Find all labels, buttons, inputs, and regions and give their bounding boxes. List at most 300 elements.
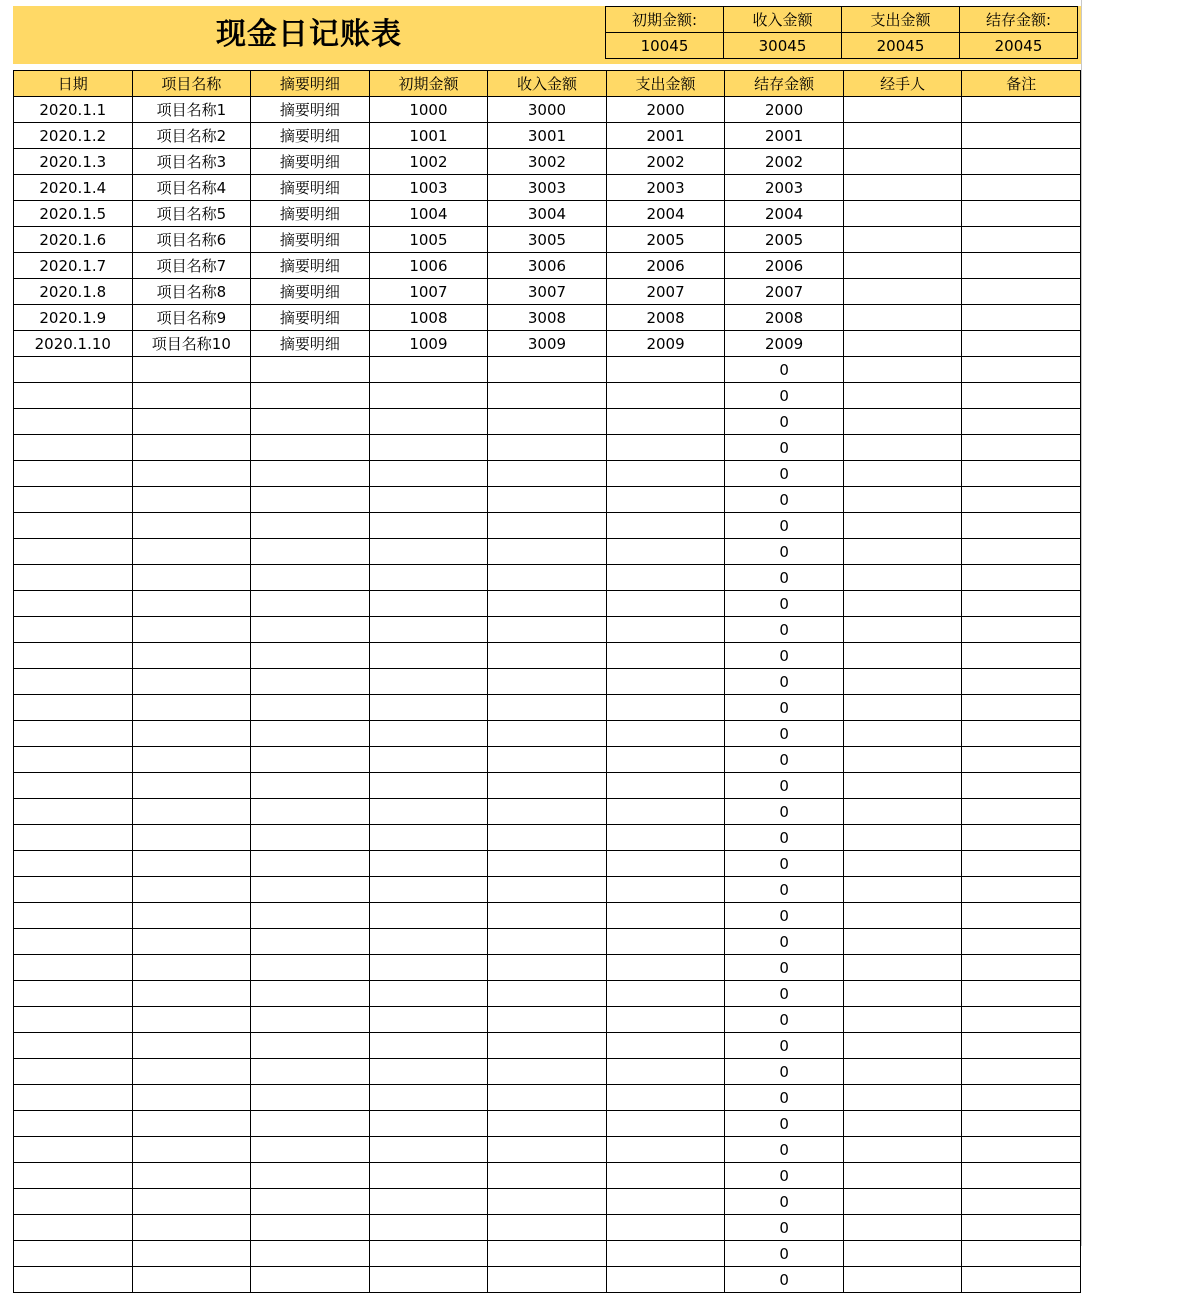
- cell-balance[interactable]: 0: [725, 1189, 844, 1215]
- cell-balance[interactable]: 0: [725, 929, 844, 955]
- cell-handler[interactable]: [843, 1267, 962, 1293]
- cell-opening[interactable]: 1003: [369, 175, 488, 201]
- cell-expense[interactable]: [606, 487, 725, 513]
- cell-income[interactable]: [488, 383, 607, 409]
- cell-income[interactable]: [488, 669, 607, 695]
- cell-summary[interactable]: [251, 539, 370, 565]
- cell-handler[interactable]: [843, 435, 962, 461]
- cell-item-name[interactable]: [132, 357, 251, 383]
- col-header-expense[interactable]: 支出金额: [606, 71, 725, 97]
- cell-opening[interactable]: [369, 513, 488, 539]
- cell-summary[interactable]: 摘要明细: [251, 331, 370, 357]
- cell-balance[interactable]: 0: [725, 1111, 844, 1137]
- cell-balance[interactable]: 0: [725, 773, 844, 799]
- cell-income[interactable]: [488, 513, 607, 539]
- cell-income[interactable]: [488, 1111, 607, 1137]
- cell-opening[interactable]: [369, 383, 488, 409]
- cell-income[interactable]: [488, 565, 607, 591]
- cell-handler[interactable]: [843, 513, 962, 539]
- cell-remarks[interactable]: [962, 1111, 1081, 1137]
- cell-date[interactable]: [14, 929, 133, 955]
- cell-date[interactable]: 2020.1.1: [14, 97, 133, 123]
- cell-income[interactable]: [488, 435, 607, 461]
- cell-remarks[interactable]: [962, 799, 1081, 825]
- cell-summary[interactable]: [251, 617, 370, 643]
- cell-item-name[interactable]: 项目名称1: [132, 97, 251, 123]
- cell-summary[interactable]: [251, 903, 370, 929]
- cell-handler[interactable]: [843, 565, 962, 591]
- cell-item-name[interactable]: [132, 565, 251, 591]
- cell-item-name[interactable]: [132, 487, 251, 513]
- cell-summary[interactable]: [251, 435, 370, 461]
- cell-item-name[interactable]: [132, 773, 251, 799]
- cell-remarks[interactable]: [962, 123, 1081, 149]
- cell-handler[interactable]: [843, 383, 962, 409]
- cell-balance[interactable]: 2002: [725, 149, 844, 175]
- cell-income[interactable]: [488, 799, 607, 825]
- cell-handler[interactable]: [843, 903, 962, 929]
- cell-date[interactable]: [14, 487, 133, 513]
- cell-summary[interactable]: [251, 955, 370, 981]
- cell-item-name[interactable]: [132, 877, 251, 903]
- cell-item-name[interactable]: [132, 1267, 251, 1293]
- cell-handler[interactable]: [843, 279, 962, 305]
- cell-expense[interactable]: 2006: [606, 253, 725, 279]
- cell-opening[interactable]: 1006: [369, 253, 488, 279]
- cell-balance[interactable]: 0: [725, 955, 844, 981]
- cell-summary[interactable]: [251, 1085, 370, 1111]
- cell-item-name[interactable]: 项目名称8: [132, 279, 251, 305]
- cell-income[interactable]: [488, 1189, 607, 1215]
- cell-remarks[interactable]: [962, 903, 1081, 929]
- cell-handler[interactable]: [843, 799, 962, 825]
- cell-income[interactable]: [488, 487, 607, 513]
- cell-income[interactable]: [488, 877, 607, 903]
- cell-handler[interactable]: [843, 305, 962, 331]
- cell-handler[interactable]: [843, 877, 962, 903]
- cell-date[interactable]: 2020.1.6: [14, 227, 133, 253]
- cell-item-name[interactable]: [132, 1137, 251, 1163]
- cell-date[interactable]: [14, 1267, 133, 1293]
- cell-item-name[interactable]: [132, 617, 251, 643]
- cell-income[interactable]: [488, 1137, 607, 1163]
- cell-summary[interactable]: [251, 487, 370, 513]
- cell-balance[interactable]: 0: [725, 1085, 844, 1111]
- cell-expense[interactable]: [606, 851, 725, 877]
- cell-handler[interactable]: [843, 851, 962, 877]
- cell-opening[interactable]: [369, 825, 488, 851]
- cell-handler[interactable]: [843, 331, 962, 357]
- cell-expense[interactable]: [606, 409, 725, 435]
- cell-summary[interactable]: [251, 513, 370, 539]
- cell-item-name[interactable]: [132, 1241, 251, 1267]
- cell-opening[interactable]: 1004: [369, 201, 488, 227]
- cell-balance[interactable]: 0: [725, 695, 844, 721]
- cell-item-name[interactable]: [132, 955, 251, 981]
- cell-balance[interactable]: 2001: [725, 123, 844, 149]
- cell-opening[interactable]: [369, 903, 488, 929]
- cell-remarks[interactable]: [962, 201, 1081, 227]
- col-header-summary[interactable]: 摘要明细: [251, 71, 370, 97]
- cell-income[interactable]: 3000: [488, 97, 607, 123]
- cell-date[interactable]: [14, 461, 133, 487]
- cell-date[interactable]: [14, 721, 133, 747]
- cell-date[interactable]: 2020.1.8: [14, 279, 133, 305]
- cell-remarks[interactable]: [962, 1215, 1081, 1241]
- col-header-income[interactable]: 收入金额: [488, 71, 607, 97]
- cell-expense[interactable]: [606, 1007, 725, 1033]
- cell-expense[interactable]: 2004: [606, 201, 725, 227]
- cell-date[interactable]: [14, 1007, 133, 1033]
- cell-opening[interactable]: [369, 1033, 488, 1059]
- cell-income[interactable]: [488, 851, 607, 877]
- cell-date[interactable]: [14, 851, 133, 877]
- summary-label-expense[interactable]: 支出金额: [842, 7, 960, 33]
- cell-item-name[interactable]: [132, 695, 251, 721]
- cell-item-name[interactable]: [132, 1059, 251, 1085]
- cell-remarks[interactable]: [962, 435, 1081, 461]
- cell-item-name[interactable]: [132, 1033, 251, 1059]
- cell-income[interactable]: [488, 825, 607, 851]
- cell-item-name[interactable]: 项目名称9: [132, 305, 251, 331]
- cell-handler[interactable]: [843, 123, 962, 149]
- cell-opening[interactable]: [369, 617, 488, 643]
- cell-balance[interactable]: 0: [725, 487, 844, 513]
- cell-summary[interactable]: [251, 1215, 370, 1241]
- cell-handler[interactable]: [843, 1137, 962, 1163]
- cell-income[interactable]: 3006: [488, 253, 607, 279]
- cell-summary[interactable]: [251, 1163, 370, 1189]
- cell-remarks[interactable]: [962, 591, 1081, 617]
- cell-balance[interactable]: 0: [725, 877, 844, 903]
- cell-opening[interactable]: [369, 773, 488, 799]
- cell-balance[interactable]: 0: [725, 669, 844, 695]
- cell-balance[interactable]: 0: [725, 357, 844, 383]
- cell-remarks[interactable]: [962, 643, 1081, 669]
- cell-opening[interactable]: [369, 1267, 488, 1293]
- cell-opening[interactable]: [369, 357, 488, 383]
- cell-date[interactable]: 2020.1.10: [14, 331, 133, 357]
- cell-date[interactable]: [14, 1189, 133, 1215]
- cell-remarks[interactable]: [962, 175, 1081, 201]
- cell-opening[interactable]: [369, 591, 488, 617]
- cell-date[interactable]: [14, 1033, 133, 1059]
- cell-summary[interactable]: 摘要明细: [251, 279, 370, 305]
- cell-income[interactable]: [488, 591, 607, 617]
- cell-summary[interactable]: [251, 1267, 370, 1293]
- cell-date[interactable]: [14, 1137, 133, 1163]
- cell-remarks[interactable]: [962, 97, 1081, 123]
- cell-date[interactable]: 2020.1.2: [14, 123, 133, 149]
- cell-opening[interactable]: [369, 1241, 488, 1267]
- cell-summary[interactable]: [251, 929, 370, 955]
- cell-remarks[interactable]: [962, 487, 1081, 513]
- cell-expense[interactable]: [606, 1215, 725, 1241]
- cell-opening[interactable]: 1007: [369, 279, 488, 305]
- cell-opening[interactable]: [369, 1163, 488, 1189]
- cell-expense[interactable]: [606, 903, 725, 929]
- cell-date[interactable]: [14, 773, 133, 799]
- cell-remarks[interactable]: [962, 409, 1081, 435]
- cell-income[interactable]: [488, 643, 607, 669]
- cell-remarks[interactable]: [962, 1267, 1081, 1293]
- cell-date[interactable]: [14, 513, 133, 539]
- summary-value-balance[interactable]: 20045: [960, 33, 1078, 59]
- cell-handler[interactable]: [843, 149, 962, 175]
- cell-expense[interactable]: [606, 539, 725, 565]
- cell-balance[interactable]: 0: [725, 643, 844, 669]
- cell-expense[interactable]: [606, 1033, 725, 1059]
- cell-remarks[interactable]: [962, 1007, 1081, 1033]
- cell-item-name[interactable]: [132, 1085, 251, 1111]
- col-header-item-name[interactable]: 项目名称: [132, 71, 251, 97]
- cell-balance[interactable]: 2005: [725, 227, 844, 253]
- cell-income[interactable]: [488, 1241, 607, 1267]
- cell-expense[interactable]: 2002: [606, 149, 725, 175]
- cell-remarks[interactable]: [962, 617, 1081, 643]
- cell-balance[interactable]: 0: [725, 461, 844, 487]
- cell-opening[interactable]: [369, 1059, 488, 1085]
- cell-item-name[interactable]: [132, 1111, 251, 1137]
- cell-balance[interactable]: 0: [725, 1163, 844, 1189]
- cell-expense[interactable]: [606, 981, 725, 1007]
- cell-date[interactable]: 2020.1.3: [14, 149, 133, 175]
- cell-item-name[interactable]: [132, 669, 251, 695]
- cell-date[interactable]: [14, 539, 133, 565]
- cell-summary[interactable]: 摘要明细: [251, 123, 370, 149]
- cell-item-name[interactable]: [132, 981, 251, 1007]
- cell-date[interactable]: [14, 435, 133, 461]
- cell-handler[interactable]: [843, 773, 962, 799]
- cell-summary[interactable]: [251, 357, 370, 383]
- cell-opening[interactable]: [369, 877, 488, 903]
- cell-income[interactable]: [488, 981, 607, 1007]
- cell-expense[interactable]: 2000: [606, 97, 725, 123]
- cell-expense[interactable]: [606, 1163, 725, 1189]
- cell-balance[interactable]: 0: [725, 799, 844, 825]
- cell-handler[interactable]: [843, 1111, 962, 1137]
- cell-date[interactable]: [14, 981, 133, 1007]
- cell-remarks[interactable]: [962, 565, 1081, 591]
- cell-date[interactable]: [14, 669, 133, 695]
- summary-value-opening[interactable]: 10045: [606, 33, 724, 59]
- cell-summary[interactable]: [251, 565, 370, 591]
- cell-balance[interactable]: 0: [725, 1033, 844, 1059]
- cell-date[interactable]: [14, 1215, 133, 1241]
- cell-balance[interactable]: 0: [725, 721, 844, 747]
- cell-remarks[interactable]: [962, 383, 1081, 409]
- cell-expense[interactable]: [606, 1085, 725, 1111]
- cell-income[interactable]: 3007: [488, 279, 607, 305]
- cell-summary[interactable]: [251, 591, 370, 617]
- cell-expense[interactable]: 2003: [606, 175, 725, 201]
- cell-date[interactable]: [14, 903, 133, 929]
- cell-income[interactable]: [488, 1033, 607, 1059]
- cell-balance[interactable]: 2000: [725, 97, 844, 123]
- cell-balance[interactable]: 0: [725, 565, 844, 591]
- cell-opening[interactable]: [369, 851, 488, 877]
- cell-remarks[interactable]: [962, 669, 1081, 695]
- cell-balance[interactable]: 0: [725, 383, 844, 409]
- cell-opening[interactable]: [369, 539, 488, 565]
- cell-remarks[interactable]: [962, 1163, 1081, 1189]
- cell-balance[interactable]: 0: [725, 409, 844, 435]
- cell-remarks[interactable]: [962, 929, 1081, 955]
- cell-item-name[interactable]: [132, 383, 251, 409]
- cell-date[interactable]: [14, 1085, 133, 1111]
- cell-expense[interactable]: [606, 1111, 725, 1137]
- cell-summary[interactable]: [251, 1189, 370, 1215]
- cell-summary[interactable]: [251, 643, 370, 669]
- cell-date[interactable]: [14, 591, 133, 617]
- cell-balance[interactable]: 0: [725, 435, 844, 461]
- summary-value-expense[interactable]: 20045: [842, 33, 960, 59]
- cell-handler[interactable]: [843, 955, 962, 981]
- cell-item-name[interactable]: 项目名称3: [132, 149, 251, 175]
- cell-summary[interactable]: [251, 877, 370, 903]
- cell-expense[interactable]: [606, 721, 725, 747]
- cell-summary[interactable]: [251, 669, 370, 695]
- cell-remarks[interactable]: [962, 825, 1081, 851]
- summary-label-income[interactable]: 收入金额: [724, 7, 842, 33]
- cell-item-name[interactable]: [132, 799, 251, 825]
- cell-item-name[interactable]: [132, 461, 251, 487]
- cell-remarks[interactable]: [962, 1085, 1081, 1111]
- cell-date[interactable]: 2020.1.5: [14, 201, 133, 227]
- cell-opening[interactable]: [369, 695, 488, 721]
- cell-handler[interactable]: [843, 357, 962, 383]
- summary-label-balance[interactable]: 结存金额:: [960, 7, 1078, 33]
- cell-remarks[interactable]: [962, 461, 1081, 487]
- cell-expense[interactable]: [606, 799, 725, 825]
- cell-summary[interactable]: 摘要明细: [251, 305, 370, 331]
- cell-expense[interactable]: [606, 877, 725, 903]
- cell-balance[interactable]: 2006: [725, 253, 844, 279]
- cell-handler[interactable]: [843, 721, 962, 747]
- cell-income[interactable]: 3002: [488, 149, 607, 175]
- cell-handler[interactable]: [843, 539, 962, 565]
- cell-summary[interactable]: 摘要明细: [251, 227, 370, 253]
- cell-item-name[interactable]: [132, 513, 251, 539]
- cell-balance[interactable]: 0: [725, 513, 844, 539]
- cell-item-name[interactable]: [132, 721, 251, 747]
- cell-item-name[interactable]: 项目名称4: [132, 175, 251, 201]
- cell-handler[interactable]: [843, 981, 962, 1007]
- cell-income[interactable]: [488, 617, 607, 643]
- cell-remarks[interactable]: [962, 1241, 1081, 1267]
- cell-item-name[interactable]: [132, 643, 251, 669]
- cell-income[interactable]: [488, 955, 607, 981]
- cell-expense[interactable]: [606, 591, 725, 617]
- col-header-date[interactable]: 日期: [14, 71, 133, 97]
- cell-expense[interactable]: 2008: [606, 305, 725, 331]
- cell-balance[interactable]: 0: [725, 1267, 844, 1293]
- cell-date[interactable]: [14, 617, 133, 643]
- cell-opening[interactable]: 1000: [369, 97, 488, 123]
- col-header-opening[interactable]: 初期金额: [369, 71, 488, 97]
- cell-opening[interactable]: 1008: [369, 305, 488, 331]
- cell-date[interactable]: 2020.1.9: [14, 305, 133, 331]
- cell-opening[interactable]: [369, 461, 488, 487]
- cell-opening[interactable]: [369, 669, 488, 695]
- cell-item-name[interactable]: [132, 409, 251, 435]
- cell-expense[interactable]: 2001: [606, 123, 725, 149]
- cell-opening[interactable]: 1005: [369, 227, 488, 253]
- cell-expense[interactable]: [606, 695, 725, 721]
- cell-opening[interactable]: [369, 747, 488, 773]
- cell-date[interactable]: [14, 1163, 133, 1189]
- cell-income[interactable]: [488, 903, 607, 929]
- cell-handler[interactable]: [843, 929, 962, 955]
- cell-handler[interactable]: [843, 461, 962, 487]
- cell-opening[interactable]: [369, 1137, 488, 1163]
- cell-expense[interactable]: [606, 357, 725, 383]
- cell-expense[interactable]: [606, 1189, 725, 1215]
- cell-handler[interactable]: [843, 669, 962, 695]
- cell-summary[interactable]: [251, 1059, 370, 1085]
- cell-expense[interactable]: [606, 1059, 725, 1085]
- cell-opening[interactable]: 1002: [369, 149, 488, 175]
- cell-expense[interactable]: 2007: [606, 279, 725, 305]
- cell-summary[interactable]: [251, 799, 370, 825]
- cell-handler[interactable]: [843, 695, 962, 721]
- cell-summary[interactable]: [251, 747, 370, 773]
- cell-income[interactable]: [488, 1085, 607, 1111]
- cell-item-name[interactable]: [132, 539, 251, 565]
- cell-balance[interactable]: 0: [725, 539, 844, 565]
- cell-item-name[interactable]: [132, 1189, 251, 1215]
- cell-summary[interactable]: [251, 773, 370, 799]
- cell-item-name[interactable]: 项目名称2: [132, 123, 251, 149]
- cell-item-name[interactable]: [132, 591, 251, 617]
- cell-remarks[interactable]: [962, 851, 1081, 877]
- cell-summary[interactable]: 摘要明细: [251, 253, 370, 279]
- cell-handler[interactable]: [843, 1215, 962, 1241]
- cell-balance[interactable]: 0: [725, 903, 844, 929]
- cell-handler[interactable]: [843, 97, 962, 123]
- cell-date[interactable]: 2020.1.4: [14, 175, 133, 201]
- cell-date[interactable]: [14, 357, 133, 383]
- cell-item-name[interactable]: [132, 1007, 251, 1033]
- cell-remarks[interactable]: [962, 955, 1081, 981]
- cell-date[interactable]: [14, 955, 133, 981]
- cell-item-name[interactable]: [132, 903, 251, 929]
- cell-balance[interactable]: 2007: [725, 279, 844, 305]
- cell-handler[interactable]: [843, 175, 962, 201]
- cell-remarks[interactable]: [962, 747, 1081, 773]
- cell-item-name[interactable]: 项目名称10: [132, 331, 251, 357]
- cell-opening[interactable]: 1009: [369, 331, 488, 357]
- cell-expense[interactable]: [606, 435, 725, 461]
- cell-date[interactable]: [14, 409, 133, 435]
- cell-summary[interactable]: [251, 461, 370, 487]
- cell-opening[interactable]: [369, 955, 488, 981]
- cell-remarks[interactable]: [962, 227, 1081, 253]
- cell-handler[interactable]: [843, 747, 962, 773]
- cell-expense[interactable]: [606, 565, 725, 591]
- col-header-remarks[interactable]: 备注: [962, 71, 1081, 97]
- cell-expense[interactable]: [606, 773, 725, 799]
- cell-handler[interactable]: [843, 617, 962, 643]
- cell-income[interactable]: [488, 539, 607, 565]
- cell-expense[interactable]: [606, 513, 725, 539]
- cell-income[interactable]: 3005: [488, 227, 607, 253]
- cell-balance[interactable]: 0: [725, 1215, 844, 1241]
- cell-opening[interactable]: [369, 435, 488, 461]
- cell-balance[interactable]: 0: [725, 1137, 844, 1163]
- cell-summary[interactable]: 摘要明细: [251, 149, 370, 175]
- cell-handler[interactable]: [843, 1163, 962, 1189]
